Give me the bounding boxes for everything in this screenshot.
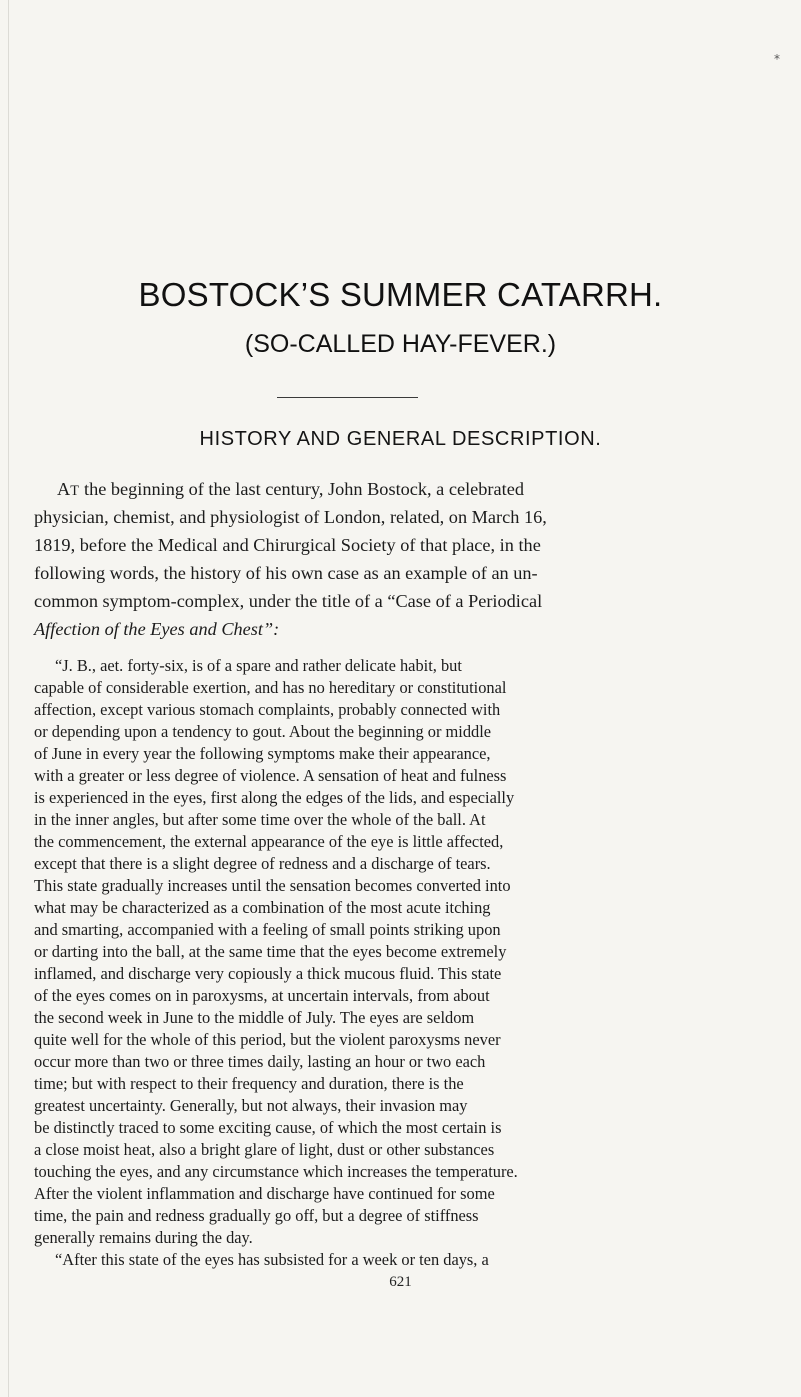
intro-line: following words, the history of his own case as an example of an un- <box>34 563 538 583</box>
quote-line: occur more than two or three times daily, lasting an hour or two each <box>34 1052 486 1071</box>
quote-line: time; but with respect to their frequency and duration, there is the <box>34 1074 464 1093</box>
section-heading: HISTORY AND GENERAL DESCRIPTION. <box>199 428 602 450</box>
corner-mark: * <box>774 52 780 66</box>
intro-line: physician, chemist, and physiologist of London, related, on March 16, <box>34 507 547 527</box>
quote-line: of June in every year the following symptoms make their appearance, <box>34 744 491 763</box>
quote-line: capable of considerable exertion, and has no hereditary or constitutional <box>34 678 507 697</box>
quote-line: or depending upon a tendency to gout. About the beginning or middle <box>34 722 492 741</box>
quote-line: This state gradually increases until the sensation becomes converted into <box>34 876 511 895</box>
quote-line: the second week in June to the middle of July. The eyes are seldom <box>34 1008 475 1027</box>
chapter-subtitle: (SO-CALLED HAY-FEVER.) <box>244 330 557 358</box>
quote-line: of the eyes comes on in paroxysms, at uncertain intervals, from about <box>34 986 490 1005</box>
quote-line: greatest uncertainty. Generally, but not always, their invasion may <box>34 1096 468 1115</box>
page-number: 621 <box>389 1274 412 1290</box>
quote-line: or darting into the ball, at the same time that the eyes become extremely <box>34 942 507 961</box>
intro-line <box>57 479 524 500</box>
quote-line: a close moist heat, also a bright glare of light, dust or other substances <box>34 1140 495 1159</box>
quote-line: with a greater or less degree of violence. A sensation of heat and fulness <box>34 766 507 785</box>
quote-line: “After this state of the eyes has subsisted for a week or ten days, a <box>55 1250 489 1269</box>
quote-line: inflamed, and discharge very copiously a thick mucous fluid. This state <box>34 964 502 983</box>
page-edge-shadow <box>8 0 9 1397</box>
quote-line: time, the pain and redness gradually go off, but a degree of stiffness <box>34 1206 479 1225</box>
intro-line: Affection of the Eyes and Chest”: <box>34 619 280 639</box>
title-divider <box>277 397 418 398</box>
quote-line: the commencement, the external appearance of the eye is little affected, <box>34 832 504 851</box>
chapter-title: BOSTOCK’S SUMMER CATARRH. <box>138 276 663 313</box>
intro-line: common symptom-complex, under the title of a “Case of a Periodical <box>34 591 543 611</box>
quote-line: After the violent inflammation and discharge have continued for some <box>34 1184 495 1203</box>
quote-line: except that there is a slight degree of redness and a discharge of tears. <box>34 854 491 873</box>
dropcap-rest: T <box>70 483 80 499</box>
quote-line: quite well for the whole of this period, but the violent paroxysms never <box>34 1030 501 1049</box>
quote-line: be distinctly traced to some exciting cause, of which the most certain is <box>34 1118 502 1137</box>
quote-line: what may be characterized as a combination of the most acute itching <box>34 898 491 917</box>
quote-line: and smarting, accompanied with a feeling of small points striking upon <box>34 920 501 939</box>
intro-line-text: the beginning of the last century, John Bostock, a celebrated <box>79 479 524 499</box>
quote-line: affection, except various stomach complaints, probably connected with <box>34 700 501 719</box>
quote-line: is experienced in the eyes, first along the edges of the lids, and especially <box>34 788 515 807</box>
quote-line: generally remains during the day. <box>34 1228 253 1247</box>
quote-line: “J. B., aet. forty-six, is of a spare and rather delicate habit, but <box>55 656 462 675</box>
quote-line: touching the eyes, and any circumstance which increases the temperature. <box>34 1162 518 1181</box>
intro-line: 1819, before the Medical and Chirurgical Society of that place, in the <box>34 535 541 555</box>
dropcap-letter: A <box>57 479 71 499</box>
quote-line: in the inner angles, but after some time over the whole of the ball. At <box>34 810 486 829</box>
